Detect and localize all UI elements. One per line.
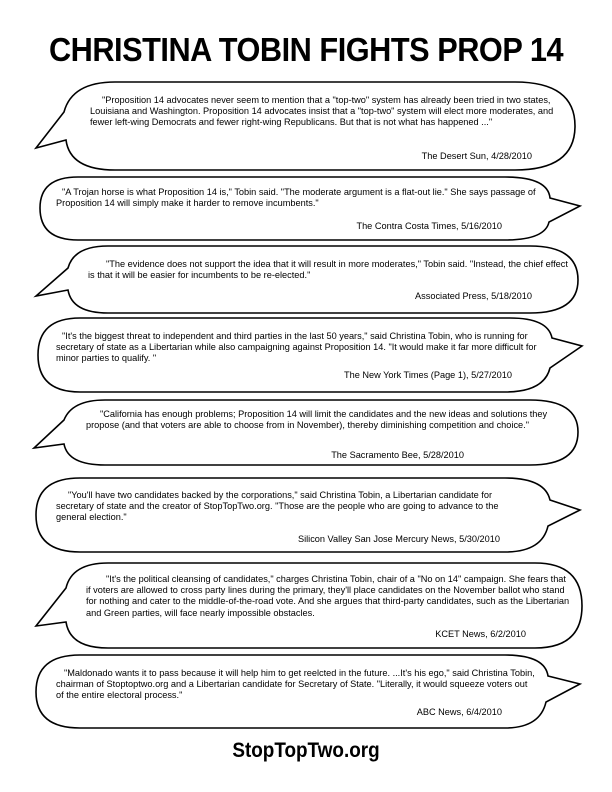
quote-source: Silicon Valley San Jose Mercury News, 5/30/2010 [297,534,500,544]
footer-website: StopTopTwo.org [232,739,380,762]
quote-source: The New York Times (Page 1), 5/27/2010 [343,370,512,380]
quote-source: The Desert Sun, 4/28/2010 [421,151,532,161]
quote-source: Associated Press, 5/18/2010 [415,291,532,301]
quote-text: "Maldonado wants it to pass because it will help him to get reelcted in the future. ...It's his ego," said Christina Tobin, chairman of Stoptoptwo.org and a Libertarian candidate for Secretary of State. "Literally, it would squeeze voters out of the entire electoral process." [56,668,535,701]
quote-text: "It's the political cleansing of candidates," charges Christina Tobin, chair of a "No on 14" campaign. She fears that if voters are allowed to cross party lines during the primary, they'll place candidates on the November ballot who stand for nothing and cater to the middle-of-the-road vote. And she argues that third-party candidates, such as the Libertarian and Green parties, will face nearly impossible obstacles. [86,574,570,618]
quote-source: KCET News, 6/2/2010 [435,629,526,639]
quote-text: "Proposition 14 advocates never seem to mention that a "top-two" system has already been tried in two states, Louisiana and Washington. Proposition 14 advocates insist that a "top-two" system will elect more moderates, and fewer left-wing Democrats and fewer right-wing Republicans. But that is not what has happened ..." [90,95,554,128]
page-title: CHRISTINA TOBIN FIGHTS PROP 14 [48,31,564,68]
quote-source: ABC News, 6/4/2010 [416,707,502,717]
quote-source: The Contra Costa Times, 5/16/2010 [356,221,502,231]
quote-text: "You'll have two candidates backed by the corporations," said Christina Tobin, a Libertarian candidate for secretary of state and the creator of StopTopTwo.org. "Those are the people who are going to advance to the general election." [56,490,499,523]
quote-text: "The evidence does not support the idea that it will result in more moderates," Tobin said. "Instead, the chief effect is that it will be easier for incumbents to be re-elected." [88,259,568,281]
quote-text: "It's the biggest threat to independent and third parties in the last 50 years," said Christina Tobin, who is running for secretary of state as a Libertarian while also campaigning against Proposition 14. "It would make it far more difficult for minor parties to qualify. " [56,331,537,364]
quote-text: "California has enough problems; Proposition 14 will limit the candidates and the new ideas and solutions they propose (and that voters are able to choose from in November), thereby diminishing competition and choice." [86,409,548,431]
quote-source: The Sacramento Bee, 5/28/2010 [331,450,464,460]
quote-text: "A Trojan horse is what Proposition 14 is," Tobin said. "The moderate argument is a flat-out lie." She says passage of Proposition 14 will simply make it harder to remove incumbents." [56,187,536,209]
